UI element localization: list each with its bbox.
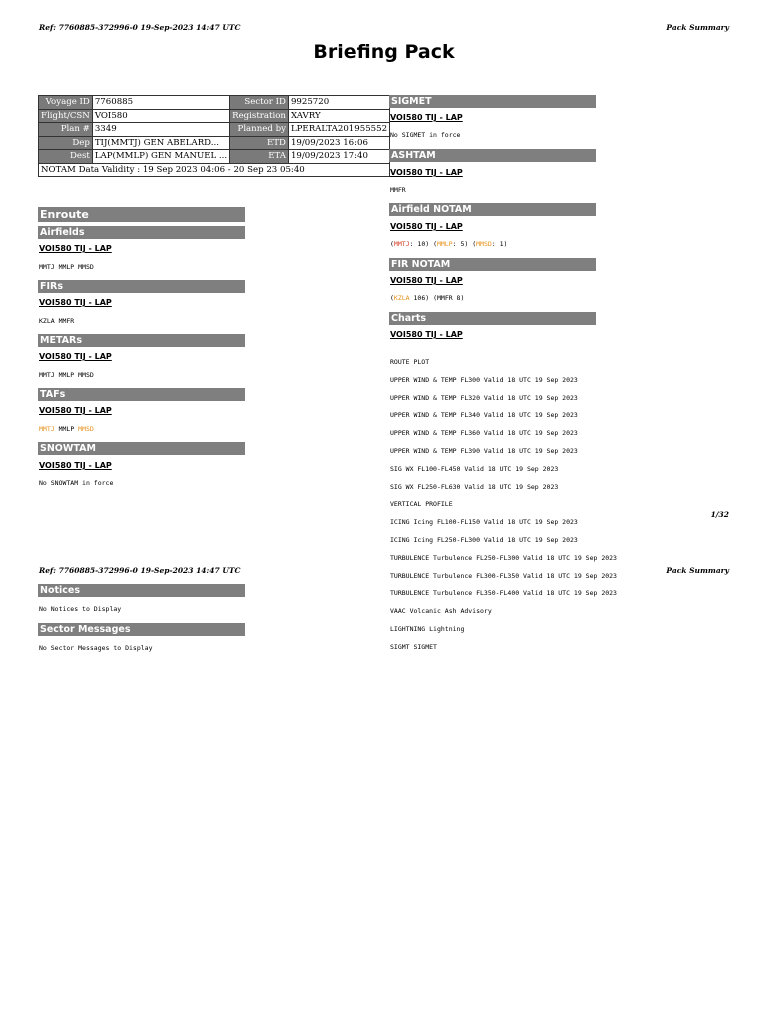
voyage-id-value: 7760885: [92, 96, 229, 110]
ashtam-text: MMFR: [390, 186, 406, 194]
list-item[interactable]: ICING Icing FL100-FL150 Valid 18 UTC 19 Sep 2023: [390, 518, 578, 527]
airfields-route-link[interactable]: VOI580 TIJ - LAP: [39, 244, 112, 253]
list-item[interactable]: UPPER WIND & TEMP FL300 Valid 18 UTC 19 Sep 2023: [390, 375, 578, 384]
airfield-notam-list: (MMTJ: 10) (MMLP: 5) (MMSD: 1): [390, 240, 508, 248]
firs-header: FIRs: [38, 280, 245, 293]
taf-mmlp: MMLP: [58, 425, 75, 433]
list-item[interactable]: VERTICAL PROFILE: [390, 500, 453, 509]
planned-by-label: Planned by: [230, 123, 289, 137]
reference-line: Ref: 7760885-372996-0 19-Sep-2023 14:47 UTC: [39, 23, 241, 32]
registration-label: Registration: [230, 109, 289, 123]
notam-kzla-link[interactable]: KZLA: [393, 294, 410, 302]
sector-id-label: Sector ID: [230, 96, 289, 110]
notam-mmfr: (MMFR 8): [433, 294, 465, 302]
sigmet-text: No SIGMET in force: [390, 131, 461, 139]
list-item[interactable]: SIGMT SIGMET: [390, 642, 437, 651]
airfield-notam-route-link[interactable]: VOI580 TIJ - LAP: [390, 222, 463, 231]
taf-mmtj[interactable]: MMTJ: [39, 425, 55, 433]
airfield-notam-header: Airfield NOTAM: [389, 203, 596, 216]
metars-header: METARs: [38, 334, 245, 347]
voyage-id-label: Voyage ID: [39, 96, 93, 110]
plan-label: Plan #: [39, 123, 93, 137]
list-item[interactable]: UPPER WIND & TEMP FL320 Valid 18 UTC 19 Sep 2023: [390, 393, 578, 402]
table-row: [39, 96, 390, 110]
list-item[interactable]: SIG WX FL100-FL450 Valid 18 UTC 19 Sep 2023: [390, 464, 559, 473]
pack-summary-label-page-2: Pack Summary: [666, 566, 729, 575]
snowtam-route-link[interactable]: VOI580 TIJ - LAP: [39, 461, 112, 470]
tafs-header: TAFs: [38, 388, 245, 401]
firs-list: KZLA MMFR: [39, 317, 75, 325]
dest-label: Dest: [39, 150, 93, 164]
fir-notam-header: FIR NOTAM: [389, 258, 596, 271]
tafs-list: [39, 425, 94, 434]
dep-label: Dep: [39, 136, 93, 150]
fir-notam-route-link[interactable]: VOI580 TIJ - LAP: [390, 276, 463, 285]
list-item[interactable]: LIGHTNING Lightning: [390, 625, 465, 634]
sigmet-route-link[interactable]: VOI580 TIJ - LAP: [390, 113, 463, 122]
firs-route-link[interactable]: VOI580 TIJ - LAP: [39, 298, 112, 307]
plan-value: 3349: [92, 123, 229, 137]
reference-line-page-2: Ref: 7760885-372996-0 19-Sep-2023 14:47 UTC: [39, 566, 241, 575]
eta-value: 19/09/2023 17:40: [288, 150, 389, 164]
list-item[interactable]: TURBULENCE Turbulence FL350-FL400 Valid 18 UTC 19 Sep 2023: [390, 589, 617, 598]
sector-messages-text: No Sector Messages to Display: [39, 644, 153, 652]
sigmet-header: SIGMET: [389, 95, 596, 108]
table-row: [39, 123, 390, 137]
eta-label: ETA: [230, 150, 289, 164]
charts-header: Charts: [389, 312, 596, 325]
etd-value: 19/09/2023 16:06: [288, 136, 389, 150]
metars-route-link[interactable]: VOI580 TIJ - LAP: [39, 352, 112, 361]
registration-value: XAVRY: [288, 109, 389, 123]
list-item[interactable]: TURBULENCE Turbulence FL250-FL300 Valid 18 UTC 19 Sep 2023: [390, 553, 617, 562]
flight-value: VOI580: [92, 109, 229, 123]
notam-mmtj-link[interactable]: MMTJ: [393, 240, 410, 248]
fir-notam-list: (KZLA 106) (MMFR 8): [390, 294, 465, 302]
table-row: [39, 150, 390, 164]
list-item[interactable]: TURBULENCE Turbulence FL300-FL350 Valid 18 UTC 19 Sep 2023: [390, 571, 617, 580]
notam-validity: NOTAM Data Validity : 19 Sep 2023 04:06 - 20 Sep 23 05:40: [39, 163, 390, 177]
list-item[interactable]: VAAC Volcanic Ash Advisory: [390, 607, 492, 616]
table-row: [39, 163, 390, 177]
dep-value: TIJ(MMTJ) GEN ABELARD...: [92, 136, 229, 150]
snowtam-header: SNOWTAM: [38, 442, 245, 455]
sector-id-value: 9925720: [288, 96, 389, 110]
notices-text: No Notices to Display: [39, 605, 122, 613]
table-row: [39, 136, 390, 150]
notam-mmsd-link[interactable]: MMSD: [476, 240, 492, 248]
notam-mmlp-link[interactable]: MMLP: [436, 240, 453, 248]
planned-by-value: LPERALTA201955552: [288, 123, 389, 137]
charts-list: [390, 349, 617, 661]
list-item[interactable]: UPPER WIND & TEMP FL390 Valid 18 UTC 19 Sep 2023: [390, 446, 578, 455]
ashtam-route-link[interactable]: VOI580 TIJ - LAP: [390, 168, 463, 177]
list-item[interactable]: UPPER WIND & TEMP FL360 Valid 18 UTC 19 Sep 2023: [390, 429, 578, 438]
list-item[interactable]: UPPER WIND & TEMP FL340 Valid 18 UTC 19 Sep 2023: [390, 411, 578, 420]
flight-label: Flight/CSN: [39, 109, 93, 123]
snowtam-text: No SNOWTAM in force: [39, 479, 114, 487]
airfields-header: Airfields: [38, 226, 245, 239]
pack-summary-label: Pack Summary: [666, 23, 729, 32]
dest-value: LAP(MMLP) GEN MANUEL ...: [92, 150, 229, 164]
enroute-header: Enroute: [38, 207, 245, 222]
list-item[interactable]: SIG WX FL250-FL630 Valid 18 UTC 19 Sep 2023: [390, 482, 559, 491]
table-row: [39, 109, 390, 123]
list-item[interactable]: ROUTE PLOT: [390, 357, 430, 366]
page-number: 1/32: [710, 510, 729, 519]
airfields-list: MMTJ MMLP MMSD: [39, 263, 94, 271]
list-item[interactable]: ICING Icing FL250-FL300 Valid 18 UTC 19 Sep 2023: [390, 536, 578, 545]
ashtam-header: ASHTAM: [389, 149, 596, 162]
etd-label: ETD: [230, 136, 289, 150]
taf-mmsd[interactable]: MMSD: [78, 425, 94, 433]
metars-list: MMTJ MMLP MMSD: [39, 371, 94, 379]
page-title: Briefing Pack: [313, 41, 455, 63]
tafs-route-link[interactable]: VOI580 TIJ - LAP: [39, 406, 112, 415]
sector-messages-header: Sector Messages: [38, 623, 245, 636]
flight-info-table: [38, 95, 390, 177]
charts-route-link[interactable]: VOI580 TIJ - LAP: [390, 330, 463, 339]
notices-header: Notices: [38, 584, 245, 597]
